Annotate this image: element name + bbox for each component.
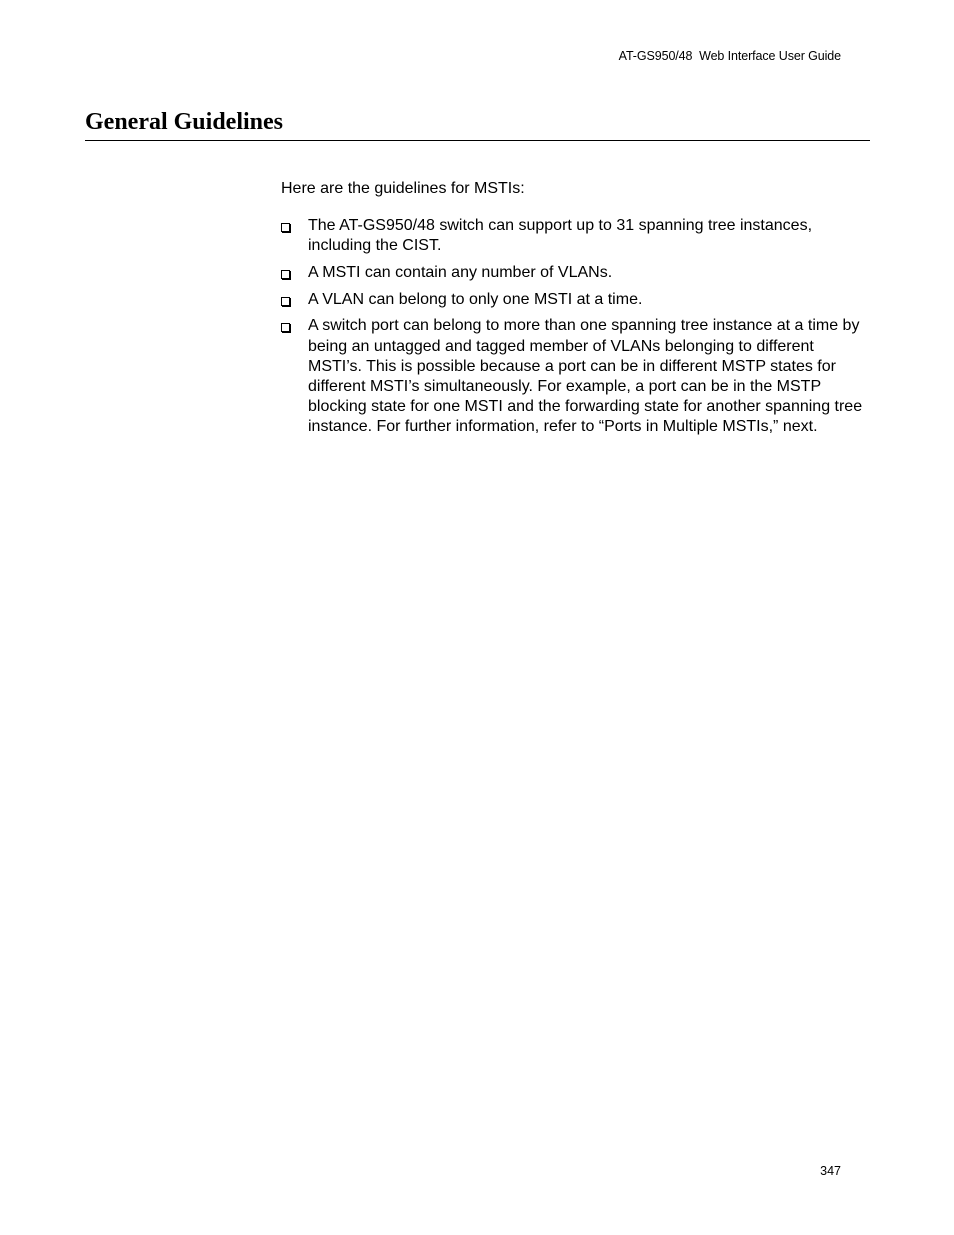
intro-paragraph: Here are the guidelines for MSTIs: bbox=[281, 180, 525, 197]
list-item-text: The AT-GS950/48 switch can support up to 31 spanning tree instances, including the CIST. bbox=[308, 217, 813, 255]
page-number: 347 bbox=[820, 1164, 841, 1178]
list-item-text: A MSTI can contain any number of VLANs. bbox=[308, 263, 613, 281]
list-item bbox=[281, 316, 871, 437]
list-item bbox=[281, 216, 871, 256]
section-title: General Guidelines bbox=[85, 109, 283, 135]
checkbox-square-icon bbox=[281, 323, 290, 332]
checkbox-square-icon bbox=[281, 297, 290, 306]
list-item bbox=[281, 290, 871, 310]
list-item-text: A VLAN can belong to only one MSTI at a time. bbox=[308, 290, 643, 308]
list-item-text: A switch port can belong to more than one spanning tree instance at a time by being an untagged and tagged member of VLANs belonging to different MSTI’s. This is possible because a port can be in different MSTP states for different MSTI’s simultaneously. For example, a port can be in the MSTP blocking state for one MSTI and the forwarding state for another spanning tree instance. For further information, refer to “Ports in Multiple MSTIs,” next. bbox=[308, 317, 863, 436]
checkbox-square-icon bbox=[281, 270, 290, 279]
title-divider bbox=[85, 140, 870, 141]
running-header: AT-GS950/48 Web Interface User Guide bbox=[618, 49, 841, 63]
checkbox-square-icon bbox=[281, 223, 290, 232]
list-item bbox=[281, 263, 871, 283]
guidelines-list bbox=[281, 216, 871, 444]
